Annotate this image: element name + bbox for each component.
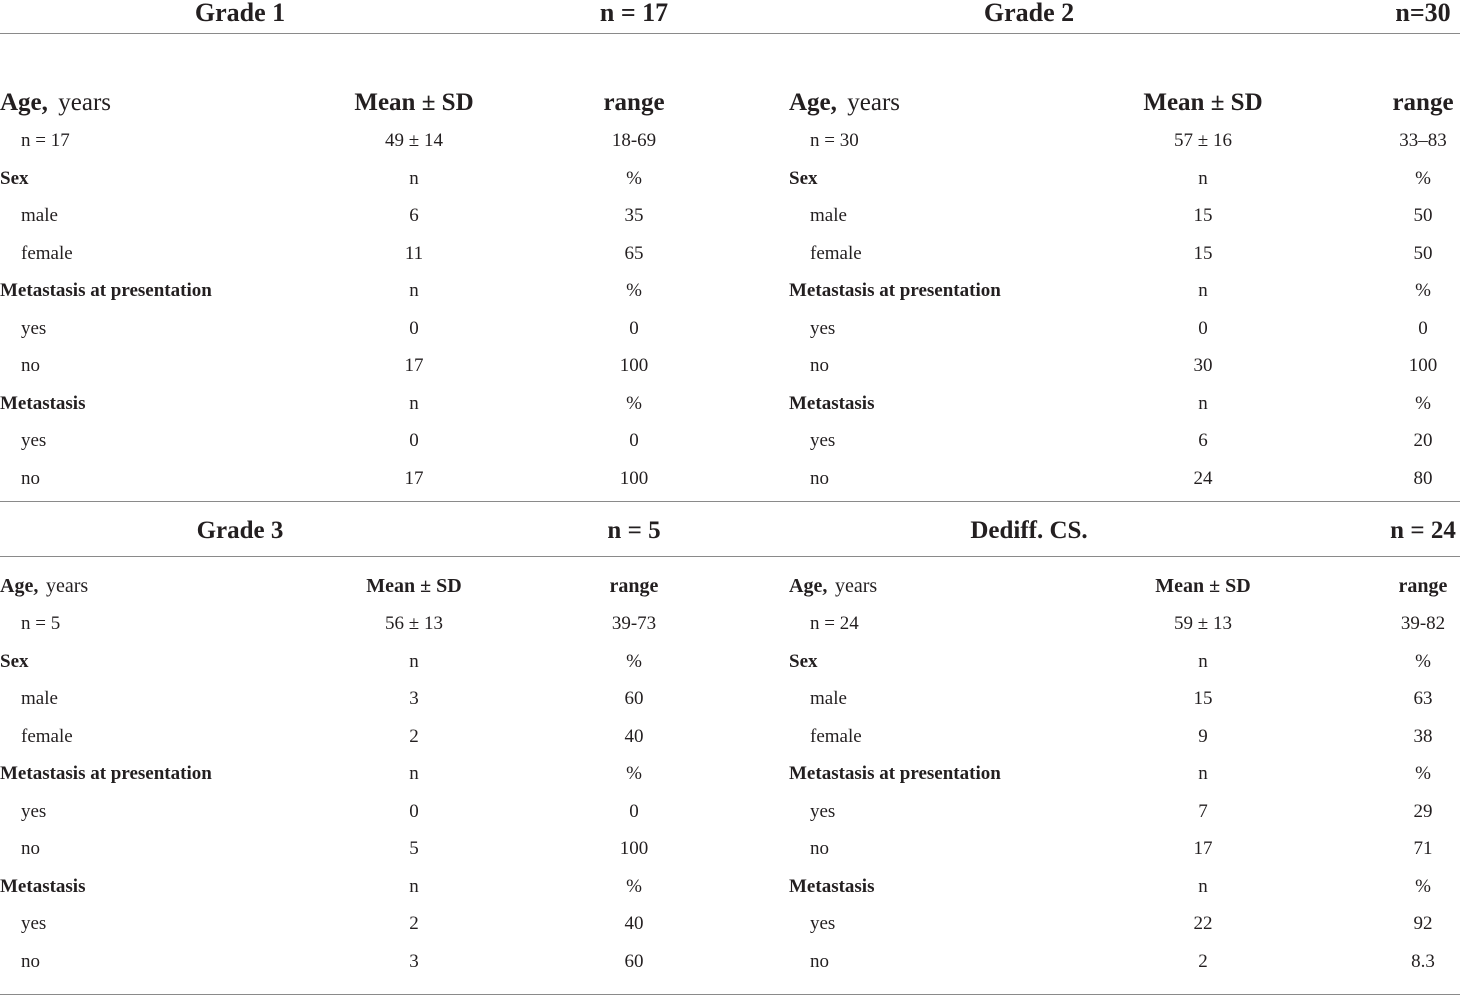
row-label: yes [21,800,47,822]
age-n: n = 5 [21,613,61,634]
row-value-pct: 65 [624,242,644,264]
row-label: yes [21,913,47,934]
row-value-n: 5 [409,838,419,859]
section-label: Metastasis [0,875,86,897]
age-mean: 57 ± 16 [1174,130,1232,151]
row-value-pct: 100 [619,838,649,859]
row-value-pct: 100 [619,467,649,489]
age-label: Age, [0,575,39,597]
row-value-pct: 0 [629,800,639,822]
rule-bottom-header [0,556,1460,557]
col-mean-header: Mean ± SD [1155,575,1251,597]
row-value-n: n [409,167,419,189]
row-value-pct: 100 [1408,355,1438,376]
row-label: female [810,242,862,264]
row-label: yes [810,317,836,339]
row-value-pct: % [1415,280,1431,301]
age-unit: years [52,89,111,116]
rule-top [0,33,1460,34]
row-value-pct: 92 [1413,913,1433,934]
row-value-n: 6 [409,205,419,226]
row-value-n: n [1198,392,1208,414]
col-mean-header: Mean ± SD [1143,89,1263,116]
row-value-n: 2 [1198,950,1208,972]
row-value-n: n [1198,650,1208,672]
row-value-pct: % [626,280,642,301]
age-n: n = 30 [810,130,859,151]
section-label: Sex [0,650,29,672]
panel-title: Dediff. CS. [970,517,1088,544]
row-value-pct: 40 [624,913,644,934]
row-label: female [21,242,73,264]
row-value-pct: 63 [1413,688,1433,709]
age-range: 39-82 [1400,613,1446,634]
row-label: female [810,725,862,747]
col-range-header: range [1392,89,1454,116]
row-value-n: 17 [404,355,424,376]
row-value-n: n [409,280,419,301]
row-value-n: 2 [409,913,419,934]
section-label: Metastasis [789,875,875,897]
row-value-pct: 20 [1413,430,1433,451]
row-value-n: 0 [1198,317,1208,339]
panel-n-label: n = 17 [599,0,669,27]
row-label: male [810,688,847,709]
row-value-pct: % [626,875,642,897]
row-value-pct: % [1415,392,1431,414]
row-value-pct: 100 [619,355,649,376]
age-unit: years [41,575,89,597]
row-value-pct: 38 [1413,725,1433,747]
panel-title: Grade 1 [194,0,286,27]
age-range: 33–83 [1399,130,1447,151]
row-value-n: 9 [1198,725,1208,747]
section-label: Metastasis [789,392,875,414]
row-value-pct: 0 [629,430,639,451]
row-value-n: n [409,650,419,672]
col-range-header: range [603,89,665,116]
row-label: male [21,688,58,709]
row-value-n: 3 [409,688,419,709]
panel-title: Grade 3 [196,517,284,544]
rule-bottom [0,994,1460,995]
row-value-n: n [1198,167,1208,189]
rule-middle [0,501,1460,502]
row-label: yes [810,430,836,451]
row-value-n: 17 [404,467,424,489]
row-label: no [810,838,829,859]
row-value-pct: % [1415,167,1431,189]
panel-title: Grade 2 [983,0,1075,27]
col-range-header: range [609,575,659,597]
row-value-n: n [409,763,419,784]
row-value-n: n [1198,763,1208,784]
row-value-pct: % [1415,875,1431,897]
row-value-pct: % [626,392,642,414]
age-label: Age, [0,89,48,116]
section-label: Sex [0,167,29,189]
row-label: yes [810,913,836,934]
row-label: yes [810,800,836,822]
row-value-n: 7 [1198,800,1208,822]
row-value-n: 15 [1193,242,1213,264]
age-label: Age, [789,575,828,597]
row-value-pct: 35 [624,205,644,226]
row-value-n: n [1198,280,1208,301]
row-label: no [21,467,40,489]
row-value-pct: % [626,650,642,672]
age-range: 39-73 [611,613,657,634]
row-label: no [21,838,40,859]
row-value-n: n [409,875,419,897]
age-mean: 59 ± 13 [1174,613,1232,634]
row-value-pct: % [626,763,642,784]
row-value-n: 0 [409,800,419,822]
row-label: yes [21,430,47,451]
section-label: Metastasis at presentation [789,280,1001,301]
row-label: female [21,725,73,747]
row-label: no [810,950,829,972]
row-value-n: n [409,392,419,414]
section-label: Metastasis at presentation [789,763,1001,784]
row-value-pct: % [626,167,642,189]
col-range-header: range [1398,575,1448,597]
row-value-n: 3 [409,950,419,972]
row-value-n: n [1198,875,1208,897]
row-value-n: 6 [1198,430,1208,451]
row-value-n: 15 [1193,205,1213,226]
row-value-n: 0 [409,430,419,451]
row-value-pct: % [1415,650,1431,672]
row-value-pct: 80 [1413,467,1433,489]
age-range: 18-69 [611,130,657,151]
row-value-n: 30 [1193,355,1213,376]
row-value-pct: 40 [624,725,644,747]
row-label: no [810,467,829,489]
panel-n-label: n = 24 [1390,517,1456,544]
age-mean: 56 ± 13 [385,613,443,634]
age-n: n = 17 [21,130,70,151]
row-value-n: 2 [409,725,419,747]
section-label: Sex [789,650,818,672]
row-value-pct: 50 [1413,205,1433,226]
row-value-pct: 60 [624,950,644,972]
age-unit: years [841,89,900,116]
panel-n-label: n = 5 [607,517,661,544]
age-mean: 49 ± 14 [385,130,443,151]
row-value-pct: 29 [1413,800,1433,822]
row-value-pct: 71 [1413,838,1433,859]
section-label: Metastasis at presentation [0,763,212,784]
row-value-pct: 0 [1418,317,1428,339]
row-value-n: 24 [1193,467,1213,489]
age-unit: years [830,575,878,597]
row-value-n: 0 [409,317,419,339]
row-value-pct: % [1415,763,1431,784]
section-label: Sex [789,167,818,189]
age-n: n = 24 [810,613,859,634]
row-label: yes [21,317,47,339]
col-mean-header: Mean ± SD [354,89,474,116]
row-label: no [21,950,40,972]
row-value-pct: 60 [624,688,644,709]
row-value-n: 11 [404,242,424,264]
row-label: no [810,355,829,376]
row-value-n: 15 [1193,688,1213,709]
section-label: Metastasis at presentation [0,280,212,301]
row-value-pct: 8.3 [1411,950,1435,972]
row-label: no [21,355,40,376]
row-value-pct: 0 [629,317,639,339]
age-label: Age, [789,89,837,116]
panel-n-label: n=30 [1395,0,1451,27]
row-label: male [21,205,58,226]
row-label: male [810,205,847,226]
row-value-pct: 50 [1413,242,1433,264]
col-mean-header: Mean ± SD [366,575,462,597]
row-value-n: 17 [1193,838,1213,859]
row-value-n: 22 [1193,913,1213,934]
section-label: Metastasis [0,392,86,414]
